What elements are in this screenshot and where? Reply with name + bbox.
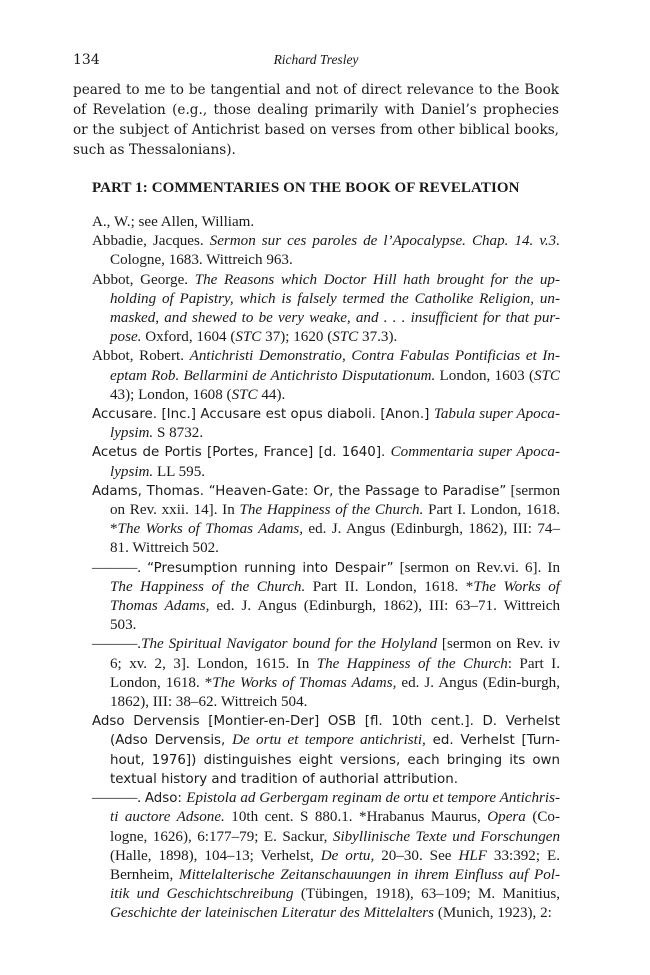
bibliography-entry <box>92 271 560 348</box>
page-number: 134 <box>73 52 100 68</box>
entry-text: 44). <box>257 386 286 403</box>
entry-text: [sermon on Rev. iv 6; xv. 2, 3]. London, 1615. In <box>110 636 560 672</box>
entry-title-text: Sermon sur ces paroles de l’Apocalypse. Chap. 14. v.3. <box>209 233 560 250</box>
entry-text: Adso Dervensis [Montier-en-Der] OSB [fl. 10th cent.]. D. Verhelst (Adso Dervensis, <box>92 714 560 749</box>
entry-title-text: Commentaria super Apoca-lypsim. <box>110 444 561 480</box>
entry-text: : Part I. London, 1618. * <box>110 655 560 691</box>
bibliography-entry <box>92 482 560 559</box>
entry-text: (Halle, 1898), 104–13; Verhelst, <box>110 847 321 864</box>
entry-text: 43); London, 1608 ( <box>110 386 232 403</box>
entry-text: ed. J. Angus (Edinburgh, 1862), III: 74–81. Wittreich 502. <box>110 521 560 557</box>
entry-text: Oxford, 1604 ( <box>141 329 236 346</box>
entry-text: [sermon on Rev. xxii. 14]. In <box>110 482 560 519</box>
intro-paragraph: peared to me to be tangential and not of direct relevance to the Book of Revelation (e.g., those dealing primarily with Daniel’s prophecies or the subject of Antichrist based on verses from other biblical books, such as Thessalonians). <box>73 82 559 158</box>
entry-title-text: The Happiness of the Church <box>316 655 508 672</box>
entry-text: LL 595. <box>153 463 206 480</box>
entry-title-text: STC <box>533 367 560 384</box>
entry-text: Cologne, 1683. Wittreich 963. <box>110 252 293 269</box>
entry-title-text: The Reasons which Doctor Hill hath brought for the up-holding of Papistry, which is falsely termed the Catholike Religion, un-masked, and shewed to be very weake, and . . . insufficient for that pur-pose. <box>110 271 560 346</box>
bibliography-entry <box>92 712 560 789</box>
entry-title-text: The Works of Thomas Adams, <box>110 578 560 615</box>
entry-text: “Presumption running into Despair” <box>147 560 394 576</box>
entry-text: Abbot, George. <box>92 271 195 288</box>
entry-text: ———. <box>92 636 142 653</box>
entry-title-text: The Happiness of the Church. <box>239 502 424 519</box>
entry-text: (Co-logne, 1626), 6:177–79; E. Sackur, <box>110 809 560 845</box>
entry-title-text: The Works of Thomas Adams, <box>117 521 303 538</box>
bibliography-entry <box>92 213 560 232</box>
entry-text: (Tübingen, 1918), 63–109; M. Manitius, <box>293 886 560 903</box>
entry-title-text: Geschichte der lateinischen Literatur des Mittelalters <box>110 905 435 922</box>
entry-text: ed. Verhelst [Turn-hout, 1976]) distinguishes eight versions, each bringing its own textual history and tradition of authorial attribution. <box>110 733 560 787</box>
entry-text: A., W.; see Allen, William. <box>92 214 255 230</box>
entry-title-text: The Happiness of the Church. <box>110 578 306 595</box>
entry-text: Abbot, Robert. <box>92 348 190 365</box>
bibliography-entry <box>92 232 560 270</box>
entry-title-text: HLF <box>458 847 487 864</box>
entry-text: Accusare. [Inc.] Accusare est opus diaboli. [Anon.] <box>92 407 434 423</box>
bibliography-entry <box>92 443 560 481</box>
bibliography-entry <box>92 789 560 923</box>
entry-text: ———. <box>92 790 145 807</box>
entry-title-text: STC <box>231 386 258 403</box>
entry-text: S 8732. <box>153 425 204 442</box>
entry-text: Part I. London, 1618. * <box>110 502 560 538</box>
entry-text: ed. J. Angus (Edinburgh, 1862), III: 63–71. Wittreich 503. <box>110 598 560 634</box>
entry-text: 37.3). <box>358 329 398 346</box>
entry-title-text: De ortu, <box>320 847 375 864</box>
bibliography-entry <box>92 559 560 636</box>
bibliography-list <box>92 213 560 924</box>
entry-text: 37); 1620 ( <box>261 329 333 346</box>
entry-text: [sermon on Rev.vi. 6]. In <box>393 559 560 576</box>
bibliography-entry <box>92 347 560 405</box>
entry-text: 10th cent. S 880.1. *Hrabanus Maurus, <box>224 809 488 826</box>
entry-text: Part II. London, 1618. * <box>305 578 474 595</box>
bibliography-entry <box>92 405 560 443</box>
entry-text: Abbadie, Jacques. <box>92 233 210 250</box>
entry-text: London, 1603 ( <box>435 367 534 384</box>
entry-text: ed. J. Angus (Edin-burgh, 1862), III: 38–62. Wittreich 504. <box>110 674 560 711</box>
entry-text: 20–30. See <box>374 847 459 864</box>
page-header <box>73 52 559 72</box>
entry-text: 33:392; E. Bernheim, <box>110 847 560 883</box>
entry-title-text: STC <box>332 329 359 346</box>
entry-title-text: De ortu et tempore antichristi, <box>232 732 426 749</box>
entry-title-text: The Spiritual Navigator bound for the Holyland <box>141 636 438 653</box>
entry-text: Adams, Thomas. “Heaven-Gate: Or, the Passage to Paradise” <box>92 483 507 499</box>
entry-text: Adso: <box>144 791 187 807</box>
section-title: PART 1: COMMENTARIES ON THE BOOK OF REVELATION <box>92 180 520 196</box>
entry-title-text: Sibyllinische Texte und Forschungen <box>332 828 560 845</box>
entry-title-text: Antichristi Demonstratio, Contra Fabulas Pontificias et In-eptam Rob. Bellarmini de Antichristo Disputationum. <box>110 348 560 384</box>
entry-title-text: Epistola ad Gerbergam reginam de ortu et tempore Antichris-ti auctore Adsone. <box>110 790 560 826</box>
entry-text: Acetus de Portis [Portes, France] [d. 1640]. <box>92 445 391 461</box>
running-head: Richard Tresley <box>273 52 359 67</box>
entry-title-text: Mittelalterische Zeitanschauungen in ihrem Einfluss auf Pol-itik und Geschichtschreibung <box>110 866 560 903</box>
bibliography-entry <box>92 635 560 712</box>
entry-text: (Munich, 1923), 2: <box>434 905 552 922</box>
entry-title-text: Tabula super Apoca-lypsim. <box>110 406 560 442</box>
entry-text: ———. <box>92 559 148 576</box>
entry-title-text: Opera <box>487 809 526 826</box>
entry-title-text: The Works of Thomas Adams, <box>212 674 397 691</box>
entry-title-text: STC <box>235 329 262 346</box>
